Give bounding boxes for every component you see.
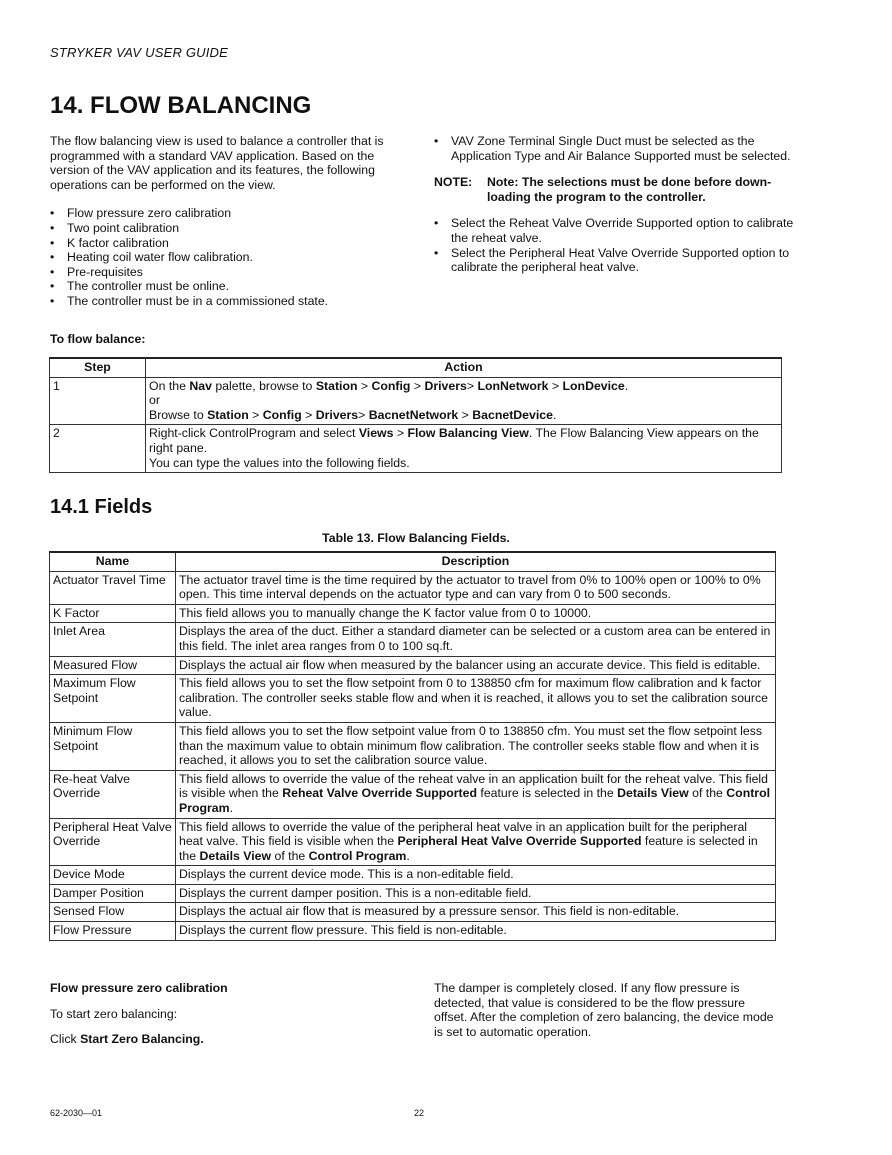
field-name: Flow Pressure bbox=[50, 922, 176, 941]
column-header-name: Name bbox=[50, 552, 176, 571]
intro-paragraph: The flow balancing view is used to balance a controller that is programmed with a standard VAV application. Based on the version of the VAV application and its features, the following operations can be performed on the view. bbox=[50, 134, 384, 192]
list-item: • Select the Reheat Valve Override Supported option to calibrate the reheat valve. bbox=[434, 216, 794, 245]
field-name: Inlet Area bbox=[50, 623, 176, 656]
table-row bbox=[50, 623, 776, 656]
table-caption: Table 13. Flow Balancing Fields. bbox=[322, 531, 510, 545]
field-description: Displays the current flow pressure. This field is non-editable. bbox=[176, 922, 776, 941]
page-number: 22 bbox=[414, 1108, 425, 1118]
column-header-step: Step bbox=[50, 358, 146, 377]
action-line: Browse to Station > Config > Drivers> BacnetNetwork > BacnetDevice. bbox=[149, 407, 557, 422]
column-header-description: Description bbox=[176, 552, 776, 571]
list-item: • Flow pressure zero calibration bbox=[50, 206, 410, 221]
field-description: Displays the area of the duct. Either a standard diameter can be selected or a custom area can be entered in this field. The inlet area ranges from 0 to 100 sq.ft. bbox=[176, 623, 776, 656]
options-list bbox=[434, 216, 794, 274]
field-name: Re-heat Valve Override bbox=[50, 770, 176, 818]
field-description: Displays the current device mode. This is a non-editable field. bbox=[176, 866, 776, 885]
table-row bbox=[50, 866, 776, 885]
list-item: • K factor calibration bbox=[50, 236, 410, 251]
steps-table bbox=[49, 357, 782, 473]
table-row bbox=[50, 722, 776, 770]
subsection-title: 14.1 Fields bbox=[50, 496, 153, 518]
table-row bbox=[50, 604, 776, 623]
list-item: • The controller must be online. bbox=[50, 279, 410, 294]
table-row bbox=[50, 571, 776, 604]
list-item: • Heating coil water flow calibration. bbox=[50, 250, 410, 265]
zero-calibration-heading: Flow pressure zero calibration bbox=[50, 981, 228, 995]
action-line: You can type the values into the following fields. bbox=[149, 455, 410, 470]
note-label: NOTE: bbox=[434, 175, 473, 190]
field-description: The actuator travel time is the time required by the actuator to travel from 0% to 100% open or 100% to 0% open. This time interval depends on the actuator type and can vary from 0 to 500 seconds. bbox=[176, 571, 776, 604]
section-title: 14. FLOW BALANCING bbox=[50, 92, 312, 119]
action-line: or bbox=[149, 393, 160, 408]
zero-calibration-left bbox=[50, 981, 410, 1047]
field-name: Device Mode bbox=[50, 866, 176, 885]
table-row bbox=[50, 377, 782, 425]
table-row bbox=[50, 675, 776, 723]
field-description: Displays the current damper position. This is a non-editable field. bbox=[176, 884, 776, 903]
field-description: Displays the actual air flow that is measured by a pressure sensor. This field is non-editable. bbox=[176, 903, 776, 922]
table-row bbox=[50, 903, 776, 922]
field-name: Peripheral Heat Valve Override bbox=[50, 818, 176, 866]
field-description: This field allows to override the value of the peripheral heat valve in an application built for the peripheral heat valve. This field is visible when the Peripheral Heat Valve Override Supported feature is selected in the Details View of the Control Program. bbox=[176, 818, 776, 866]
action-line: Right-click ControlProgram and select Views > Flow Balancing View. The Flow Balancing View appears on the right pane. bbox=[149, 426, 759, 455]
operations-list bbox=[50, 206, 410, 308]
table-header-row bbox=[50, 358, 782, 377]
table-row bbox=[50, 884, 776, 903]
field-description: This field allows you to set the flow setpoint from 0 to 138850 cfm for maximum flow calibration and k factor calibration. The controller seeks stable flow and when it is reached, it allows you to set the calibration source value. bbox=[176, 675, 776, 723]
column-header-action: Action bbox=[146, 358, 782, 377]
field-description: This field allows you to set the flow setpoint value from 0 to 138850 cfm. You must set the flow setpoint less than the maximum value to obtain minimum flow calibration. The controller seeks stable flow and when it is reached, it allows you to set the calibration source value. bbox=[176, 722, 776, 770]
zero-calibration-start: To start zero balancing: bbox=[50, 1006, 178, 1021]
zero-calibration-description: The damper is completely closed. If any flow pressure is detected, that value is considered to be the flow pressure offset. After the completion of zero balancing, the device mode is set to automatic operation. bbox=[434, 981, 774, 1039]
field-description: This field allows to override the value of the reheat valve in an application built for the reheat valve. This field is visible when the Reheat Valve Override Supported feature is selected in the Details View of the Control Program. bbox=[176, 770, 776, 818]
list-item: • Pre-requisites bbox=[50, 265, 410, 280]
running-head: STRYKER VAV USER GUIDE bbox=[50, 45, 229, 60]
field-description: This field allows you to manually change the K factor value from 0 to 10000. bbox=[176, 604, 776, 623]
list-item: • Select the Peripheral Heat Valve Override Supported option to calibrate the peripheral heat valve. bbox=[434, 246, 794, 275]
note-text: Note: The selections must be done before down-loading the program to the controller. bbox=[487, 175, 772, 204]
table-row bbox=[50, 656, 776, 675]
list-item: • VAV Zone Terminal Single Duct must be selected as the Application Type and Air Balance Supported must be selected. bbox=[434, 134, 794, 163]
step-number: 1 bbox=[50, 377, 146, 425]
right-column bbox=[434, 134, 794, 275]
zero-calibration-right bbox=[434, 981, 774, 1039]
step-action bbox=[146, 425, 782, 473]
field-name: Maximum Flow Setpoint bbox=[50, 675, 176, 723]
step-action bbox=[146, 377, 782, 425]
field-name: Damper Position bbox=[50, 884, 176, 903]
step-number: 2 bbox=[50, 425, 146, 473]
note-block bbox=[434, 175, 794, 204]
prerequisite-list bbox=[434, 134, 794, 163]
field-description: Displays the actual air flow when measured by the balancer using an accurate device. This field is editable. bbox=[176, 656, 776, 675]
action-line: On the Nav palette, browse to Station > Config > Drivers> LonNetwork > LonDevice. bbox=[149, 378, 629, 393]
field-name: Measured Flow bbox=[50, 656, 176, 675]
left-column bbox=[50, 134, 410, 309]
field-name: Minimum Flow Setpoint bbox=[50, 722, 176, 770]
table-row bbox=[50, 818, 776, 866]
table-row bbox=[50, 770, 776, 818]
document-number: 62-2030—01 bbox=[50, 1108, 103, 1118]
fields-table bbox=[49, 551, 776, 941]
zero-calibration-click: Click Start Zero Balancing. bbox=[50, 1032, 204, 1047]
table-row bbox=[50, 425, 782, 473]
field-name: Actuator Travel Time bbox=[50, 571, 176, 604]
list-item: • Two point calibration bbox=[50, 221, 410, 236]
field-name: K Factor bbox=[50, 604, 176, 623]
procedure-heading: To flow balance: bbox=[50, 332, 146, 346]
field-name: Sensed Flow bbox=[50, 903, 176, 922]
list-item: • The controller must be in a commissioned state. bbox=[50, 294, 410, 309]
table-header-row bbox=[50, 552, 776, 571]
table-row bbox=[50, 922, 776, 941]
